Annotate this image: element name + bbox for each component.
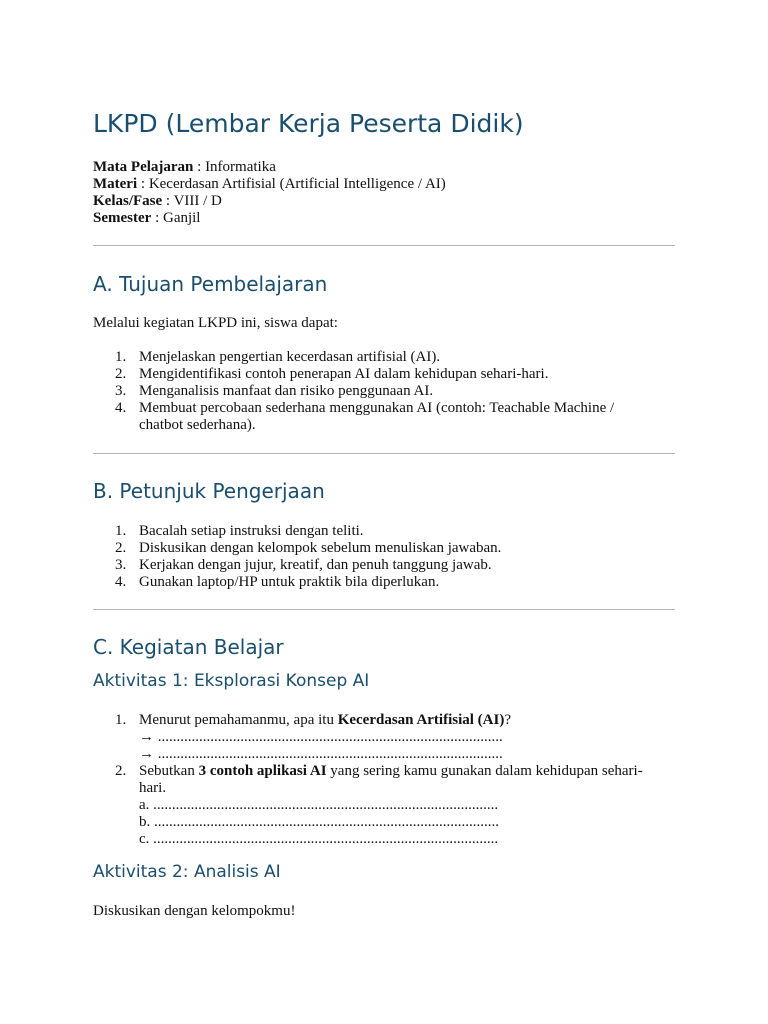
list-number: 4. [115,400,127,416]
section-a-intro: Melalui kegiatan LKPD ini, siswa dapat: [93,315,338,331]
activity-1-heading: Aktivitas 1: Eksplorasi Konsep AI [93,671,370,691]
list-number: 2. [115,763,127,779]
answer-line[interactable]: c. ............................................................................................ [139,831,499,847]
list-number: 3. [115,557,127,573]
question-text-pre: Menurut pemahamanmu, apa itu [139,712,338,728]
instructions-list [93,523,653,591]
list-text: Membuat percobaan sederhana menggunakan AI (contoh: Teachable Machine / [139,400,615,416]
question-item [93,763,653,848]
objectives-list [93,349,653,434]
activity-2-intro: Diskusikan dengan kelompokmu! [93,903,296,919]
question-text-bold: Kecerdasan Artifisial (AI) [337,712,505,728]
list-text: Menganalisis manfaat dan risiko penggunaan AI. [139,383,434,399]
divider [93,609,675,610]
list-text: Menjelaskan pengertian kecerdasan artifisial (AI). [139,349,441,365]
meta-label: Semester [93,210,152,226]
list-number: 4. [115,574,127,590]
page-title: LKPD (Lembar Kerja Peserta Didik) [93,109,524,138]
list-text: Mengidentifikasi contoh penerapan AI dalam kehidupan sehari-hari. [139,366,549,382]
list-item [93,540,653,557]
meta-class [93,193,446,210]
meta-separator: : [137,176,149,192]
list-text: Kerjakan dengan jujur, kreatif, dan penuh tanggung jawab. [139,557,492,573]
meta-semester [93,210,446,227]
section-b-heading: B. Petunjuk Pengerjaan [93,479,325,503]
meta-subject [93,159,446,176]
list-number: 1. [115,523,127,539]
metadata-block [93,159,446,227]
list-text: Gunakan laptop/HP untuk praktik bila diperlukan. [139,574,440,590]
section-a-heading: A. Tujuan Pembelajaran [93,272,328,296]
section-c-heading: C. Kegiatan Belajar [93,635,284,659]
meta-value: Ganjil [162,210,201,226]
list-item [93,366,653,383]
activity-2-heading: Aktivitas 2: Analisis AI [93,862,281,882]
list-number: 1. [115,712,127,728]
list-item [93,349,653,366]
list-number: 2. [115,540,127,556]
question-text-pre: Sebutkan [139,763,199,779]
list-number: 2. [115,366,127,382]
question-text-post: yang sering kamu gunakan dalam kehidupan sehari- [326,763,643,779]
list-item [93,523,653,540]
list-number: 1. [115,349,127,365]
divider [93,245,675,246]
divider [93,453,675,454]
list-text-continuation: chatbot sederhana). [139,417,256,433]
question-item [93,712,653,763]
list-text: Bacalah setiap instruksi dengan teliti. [139,523,364,539]
answer-line[interactable]: → ............................................................................................ [139,746,503,762]
question-text [139,763,653,780]
list-item [93,400,653,434]
activity-1-questions [93,712,653,848]
question-text-continuation: hari. [139,780,167,796]
answer-line[interactable]: → ............................................................................................ [139,729,503,745]
meta-label: Materi [93,176,138,192]
list-text: Diskusikan dengan kelompok sebelum menuliskan jawaban. [139,540,502,556]
meta-value: Informatika [205,159,276,175]
list-item [93,557,653,574]
meta-separator: : [162,193,174,209]
meta-material [93,176,446,193]
list-number: 3. [115,383,127,399]
meta-label: Mata Pelajaran [93,159,194,175]
list-item [93,574,653,591]
meta-value: VIII / D [173,193,222,209]
answer-line[interactable]: b. ............................................................................................ [139,814,499,830]
answer-line[interactable]: a. ............................................................................................ [139,797,499,813]
question-text [139,712,653,729]
meta-label: Kelas/Fase [93,193,163,209]
meta-separator: : [151,210,163,226]
question-text-bold: 3 contoh aplikasi AI [198,763,327,779]
question-text-post: ? [504,712,512,728]
list-item [93,383,653,400]
meta-separator: : [193,159,206,175]
meta-value: Kecerdasan Artifisial (Artificial Intelligence / AI) [148,176,446,192]
